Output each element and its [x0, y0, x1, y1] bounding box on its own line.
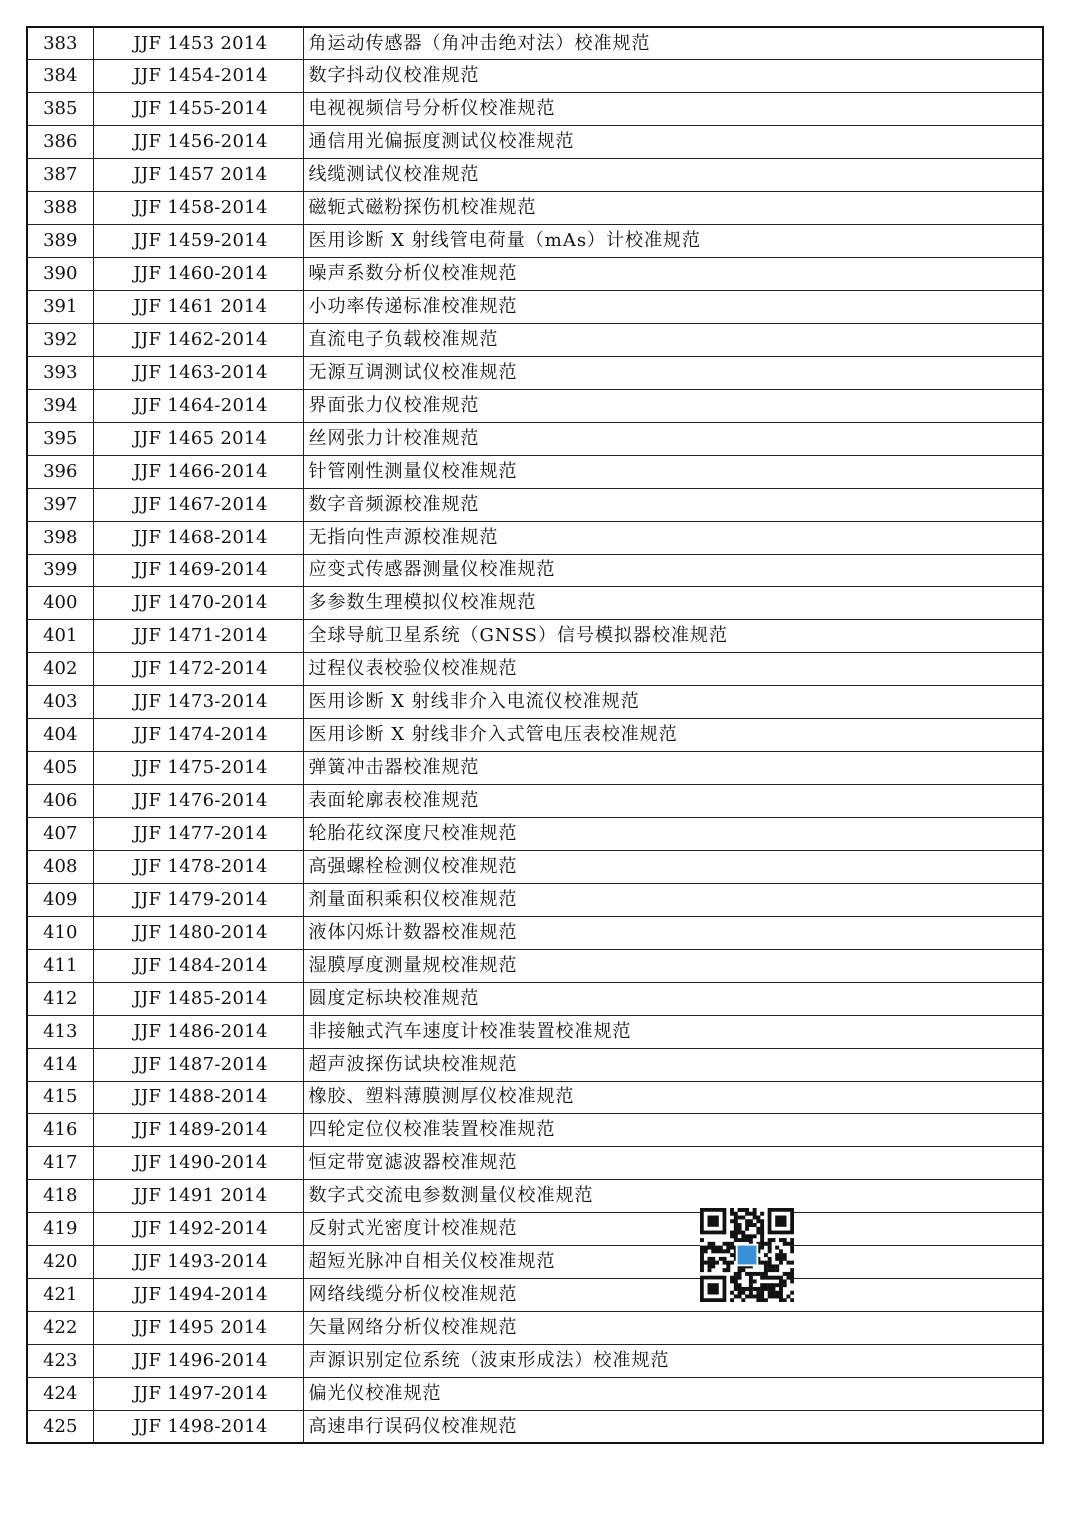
row-number: 424	[27, 1377, 93, 1410]
standard-code: JJF 1484-2014	[93, 949, 303, 982]
standard-code: JJF 1492-2014	[93, 1213, 303, 1246]
table-row	[27, 1279, 1043, 1312]
standard-name: 偏光仪校准规范	[303, 1377, 1043, 1410]
standards-table	[26, 26, 1044, 1444]
row-number: 405	[27, 752, 93, 785]
row-number: 409	[27, 883, 93, 916]
standard-code: JJF 1467-2014	[93, 488, 303, 521]
row-number: 417	[27, 1147, 93, 1180]
standard-name: 直流电子负载校准规范	[303, 323, 1043, 356]
standard-name: 四轮定位仪校准装置校准规范	[303, 1114, 1043, 1147]
row-number: 420	[27, 1246, 93, 1279]
row-number: 421	[27, 1279, 93, 1312]
standard-name: 超声波探伤试块校准规范	[303, 1048, 1043, 1081]
standard-code: JJF 1477-2014	[93, 818, 303, 851]
table-row	[27, 1345, 1043, 1378]
table-row	[27, 1312, 1043, 1345]
row-number: 397	[27, 488, 93, 521]
standard-code: JJF 1474-2014	[93, 719, 303, 752]
standard-code: JJF 1473-2014	[93, 686, 303, 719]
standard-name: 角运动传感器（角冲击绝对法）校准规范	[303, 27, 1043, 60]
standard-code: JJF 1472-2014	[93, 653, 303, 686]
standard-code: JJF 1494-2014	[93, 1279, 303, 1312]
row-number: 408	[27, 850, 93, 883]
standard-code: JJF 1475-2014	[93, 752, 303, 785]
standard-name: 多参数生理模拟仪校准规范	[303, 587, 1043, 620]
table-row	[27, 818, 1043, 851]
row-number: 386	[27, 126, 93, 159]
table-row	[27, 982, 1043, 1015]
standard-name: 丝网张力计校准规范	[303, 422, 1043, 455]
table-row	[27, 488, 1043, 521]
standard-name: 针管刚性测量仪校准规范	[303, 455, 1043, 488]
table-row	[27, 850, 1043, 883]
standard-code: JJF 1459-2014	[93, 225, 303, 258]
standard-code: JJF 1497-2014	[93, 1377, 303, 1410]
standard-name: 医用诊断 X 射线非介入电流仪校准规范	[303, 686, 1043, 719]
standard-code: JJF 1453 2014	[93, 27, 303, 60]
table-row	[27, 422, 1043, 455]
table-row	[27, 1048, 1043, 1081]
table-row	[27, 1081, 1043, 1114]
row-number: 418	[27, 1180, 93, 1213]
row-number: 411	[27, 949, 93, 982]
table-row	[27, 785, 1043, 818]
qr-code-icon	[700, 1208, 794, 1302]
standard-code: JJF 1469-2014	[93, 554, 303, 587]
standard-name: 磁轭式磁粉探伤机校准规范	[303, 192, 1043, 225]
row-number: 406	[27, 785, 93, 818]
table-row	[27, 1246, 1043, 1279]
qr-code	[700, 1208, 794, 1302]
row-number: 407	[27, 818, 93, 851]
row-number: 384	[27, 60, 93, 93]
row-number: 403	[27, 686, 93, 719]
row-number: 415	[27, 1081, 93, 1114]
standard-name: 非接触式汽车速度计校准装置校准规范	[303, 1015, 1043, 1048]
standard-code: JJF 1455-2014	[93, 93, 303, 126]
standard-name: 过程仪表校验仪校准规范	[303, 653, 1043, 686]
standard-code: JJF 1457 2014	[93, 159, 303, 192]
standard-code: JJF 1466-2014	[93, 455, 303, 488]
standard-code: JJF 1487-2014	[93, 1048, 303, 1081]
standard-name: 轮胎花纹深度尺校准规范	[303, 818, 1043, 851]
standard-name: 应变式传感器测量仪校准规范	[303, 554, 1043, 587]
table-row	[27, 719, 1043, 752]
standard-code: JJF 1478-2014	[93, 850, 303, 883]
standard-name: 表面轮廓表校准规范	[303, 785, 1043, 818]
table-row	[27, 356, 1043, 389]
table-row	[27, 323, 1043, 356]
standard-name: 小功率传递标准校准规范	[303, 291, 1043, 324]
standard-name: 医用诊断 X 射线非介入式管电压表校准规范	[303, 719, 1043, 752]
table-row	[27, 126, 1043, 159]
row-number: 400	[27, 587, 93, 620]
standard-name: 通信用光偏振度测试仪校准规范	[303, 126, 1043, 159]
table-row	[27, 60, 1043, 93]
standard-code: JJF 1485-2014	[93, 982, 303, 1015]
standard-code: JJF 1486-2014	[93, 1015, 303, 1048]
row-number: 416	[27, 1114, 93, 1147]
standard-code: JJF 1489-2014	[93, 1114, 303, 1147]
standard-code: JJF 1460-2014	[93, 258, 303, 291]
table-row	[27, 258, 1043, 291]
row-number: 423	[27, 1345, 93, 1378]
table-row	[27, 93, 1043, 126]
row-number: 394	[27, 389, 93, 422]
standard-code: JJF 1454-2014	[93, 60, 303, 93]
standard-code: JJF 1490-2014	[93, 1147, 303, 1180]
standard-code: JJF 1476-2014	[93, 785, 303, 818]
standard-code: JJF 1479-2014	[93, 883, 303, 916]
row-number: 390	[27, 258, 93, 291]
row-number: 410	[27, 916, 93, 949]
standard-code: JJF 1470-2014	[93, 587, 303, 620]
standard-code: JJF 1462-2014	[93, 323, 303, 356]
standard-name: 数字音频源校准规范	[303, 488, 1043, 521]
row-number: 389	[27, 225, 93, 258]
standard-code: JJF 1495 2014	[93, 1312, 303, 1345]
table-body	[27, 27, 1043, 1443]
row-number: 388	[27, 192, 93, 225]
table-row	[27, 1147, 1043, 1180]
row-number: 396	[27, 455, 93, 488]
table-row	[27, 27, 1043, 60]
row-number: 398	[27, 521, 93, 554]
table-row	[27, 883, 1043, 916]
table-row	[27, 389, 1043, 422]
standard-name: 噪声系数分析仪校准规范	[303, 258, 1043, 291]
row-number: 404	[27, 719, 93, 752]
table-row	[27, 587, 1043, 620]
standard-name: 无源互调测试仪校准规范	[303, 356, 1043, 389]
table-row	[27, 1377, 1043, 1410]
table-row	[27, 521, 1043, 554]
standard-name: 圆度定标块校准规范	[303, 982, 1043, 1015]
row-number: 395	[27, 422, 93, 455]
row-number: 383	[27, 27, 93, 60]
standard-name: 线缆测试仪校准规范	[303, 159, 1043, 192]
standard-code: JJF 1491 2014	[93, 1180, 303, 1213]
standard-code: JJF 1456-2014	[93, 126, 303, 159]
table-row	[27, 949, 1043, 982]
table-row	[27, 192, 1043, 225]
standard-code: JJF 1498-2014	[93, 1410, 303, 1443]
row-number: 392	[27, 323, 93, 356]
row-number: 401	[27, 620, 93, 653]
standard-code: JJF 1468-2014	[93, 521, 303, 554]
table-row	[27, 686, 1043, 719]
standard-name: 声源识别定位系统（波束形成法）校准规范	[303, 1345, 1043, 1378]
standard-code: JJF 1493-2014	[93, 1246, 303, 1279]
table-row	[27, 1180, 1043, 1213]
standard-name: 医用诊断 X 射线管电荷量（mAs）计校准规范	[303, 225, 1043, 258]
table-row	[27, 916, 1043, 949]
standard-name: 湿膜厚度测量规校准规范	[303, 949, 1043, 982]
table-row	[27, 752, 1043, 785]
table-row	[27, 653, 1043, 686]
row-number: 425	[27, 1410, 93, 1443]
row-number: 419	[27, 1213, 93, 1246]
standard-name: 橡胶、塑料薄膜测厚仪校准规范	[303, 1081, 1043, 1114]
standard-code: JJF 1458-2014	[93, 192, 303, 225]
standard-name: 高强螺栓检测仪校准规范	[303, 850, 1043, 883]
row-number: 422	[27, 1312, 93, 1345]
row-number: 385	[27, 93, 93, 126]
standard-code: JJF 1463-2014	[93, 356, 303, 389]
standard-name: 界面张力仪校准规范	[303, 389, 1043, 422]
table-row	[27, 291, 1043, 324]
row-number: 399	[27, 554, 93, 587]
row-number: 391	[27, 291, 93, 324]
table-row	[27, 225, 1043, 258]
standard-name: 剂量面积乘积仪校准规范	[303, 883, 1043, 916]
table-row	[27, 554, 1043, 587]
standard-name: 超短光脉冲自相关仪校准规范	[303, 1246, 1043, 1279]
standard-code: JJF 1488-2014	[93, 1081, 303, 1114]
standard-name: 矢量网络分析仪校准规范	[303, 1312, 1043, 1345]
table-row	[27, 1410, 1043, 1443]
standard-name: 数字式交流电参数测量仪校准规范	[303, 1180, 1043, 1213]
table-row	[27, 455, 1043, 488]
row-number: 393	[27, 356, 93, 389]
standard-name: 弹簧冲击器校准规范	[303, 752, 1043, 785]
standard-code: JJF 1465 2014	[93, 422, 303, 455]
standard-code: JJF 1471-2014	[93, 620, 303, 653]
row-number: 412	[27, 982, 93, 1015]
row-number: 413	[27, 1015, 93, 1048]
table-row	[27, 159, 1043, 192]
standard-code: JJF 1480-2014	[93, 916, 303, 949]
standard-name: 液体闪烁计数器校准规范	[303, 916, 1043, 949]
row-number: 402	[27, 653, 93, 686]
standard-name: 电视视频信号分析仪校准规范	[303, 93, 1043, 126]
standard-name: 反射式光密度计校准规范	[303, 1213, 1043, 1246]
row-number: 414	[27, 1048, 93, 1081]
standard-name: 数字抖动仪校准规范	[303, 60, 1043, 93]
standard-name: 高速串行误码仪校准规范	[303, 1410, 1043, 1443]
table-row	[27, 620, 1043, 653]
standard-code: JJF 1461 2014	[93, 291, 303, 324]
standard-code: JJF 1464-2014	[93, 389, 303, 422]
standard-name: 无指向性声源校准规范	[303, 521, 1043, 554]
standard-name: 全球导航卫星系统（GNSS）信号模拟器校准规范	[303, 620, 1043, 653]
row-number: 387	[27, 159, 93, 192]
standard-name: 网络线缆分析仪校准规范	[303, 1279, 1043, 1312]
table-row	[27, 1114, 1043, 1147]
standard-name: 恒定带宽滤波器校准规范	[303, 1147, 1043, 1180]
table-row	[27, 1015, 1043, 1048]
table-row	[27, 1213, 1043, 1246]
standard-code: JJF 1496-2014	[93, 1345, 303, 1378]
